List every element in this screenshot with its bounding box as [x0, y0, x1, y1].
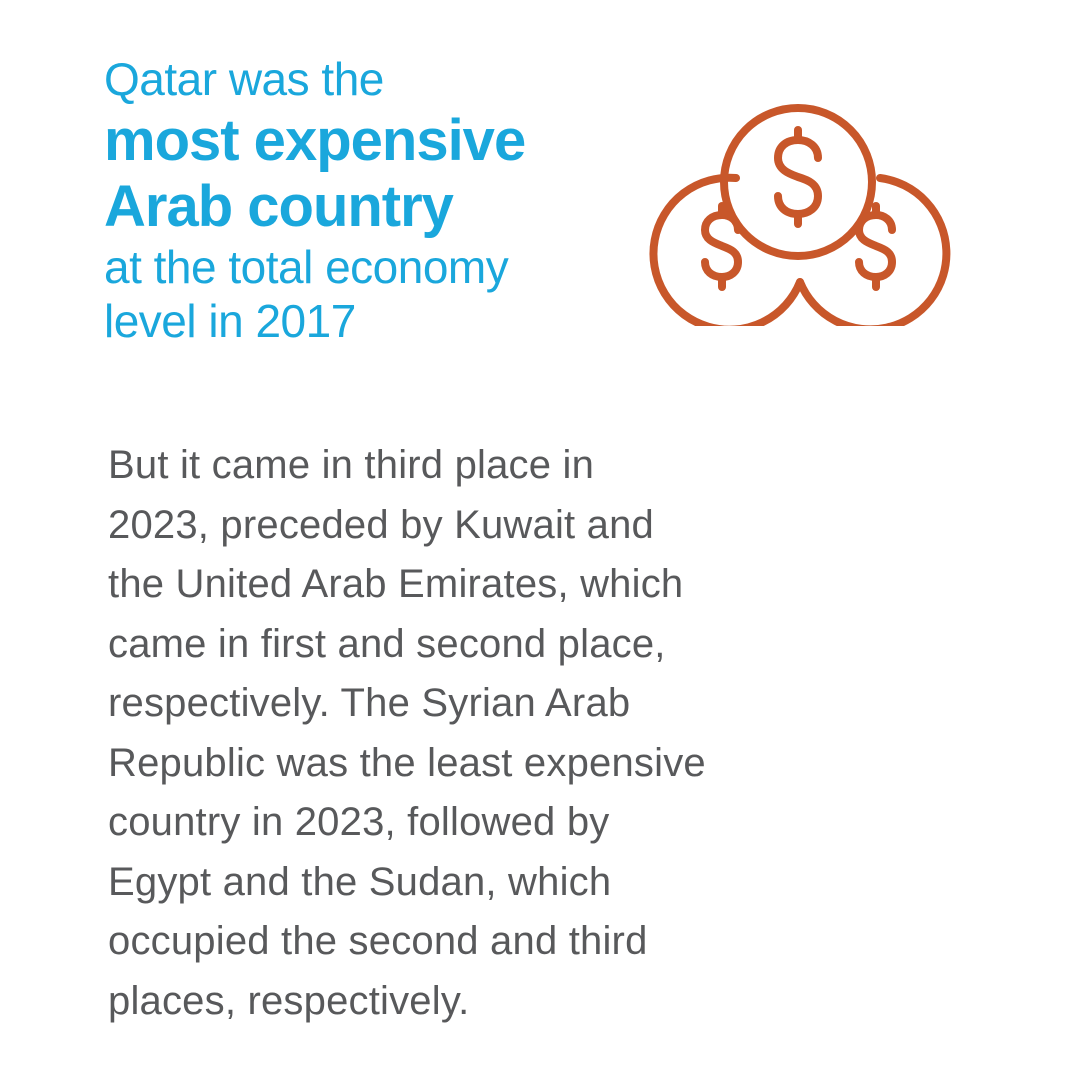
body-paragraph [108, 436, 848, 1031]
body-line: places, respectively. [108, 978, 470, 1023]
body-line: country in 2023, followed by [108, 800, 610, 844]
headline-line-5: level in 2017 [104, 295, 356, 347]
headline-line-4: at the total economy [104, 241, 509, 293]
body-line: But it came in third place in [108, 443, 595, 487]
coins-dollar-icon [640, 96, 952, 326]
body-line: came in first and second place, [108, 621, 666, 666]
headline-line-3: Arab country [104, 174, 453, 239]
headline [104, 52, 624, 348]
body-line: respectively. The Syrian Arab [108, 681, 631, 725]
headline-line-1: Qatar was the [104, 53, 384, 105]
body-line: Egypt and the Sudan, which [108, 859, 612, 904]
body-line: Republic was the least expensive [108, 740, 706, 785]
headline-line-2: most expensive [104, 108, 526, 173]
body-line: the United Arab Emirates, which [108, 562, 684, 606]
body-line: 2023, preceded by Kuwait and [108, 502, 654, 547]
body-line: occupied the second and third [108, 919, 648, 963]
